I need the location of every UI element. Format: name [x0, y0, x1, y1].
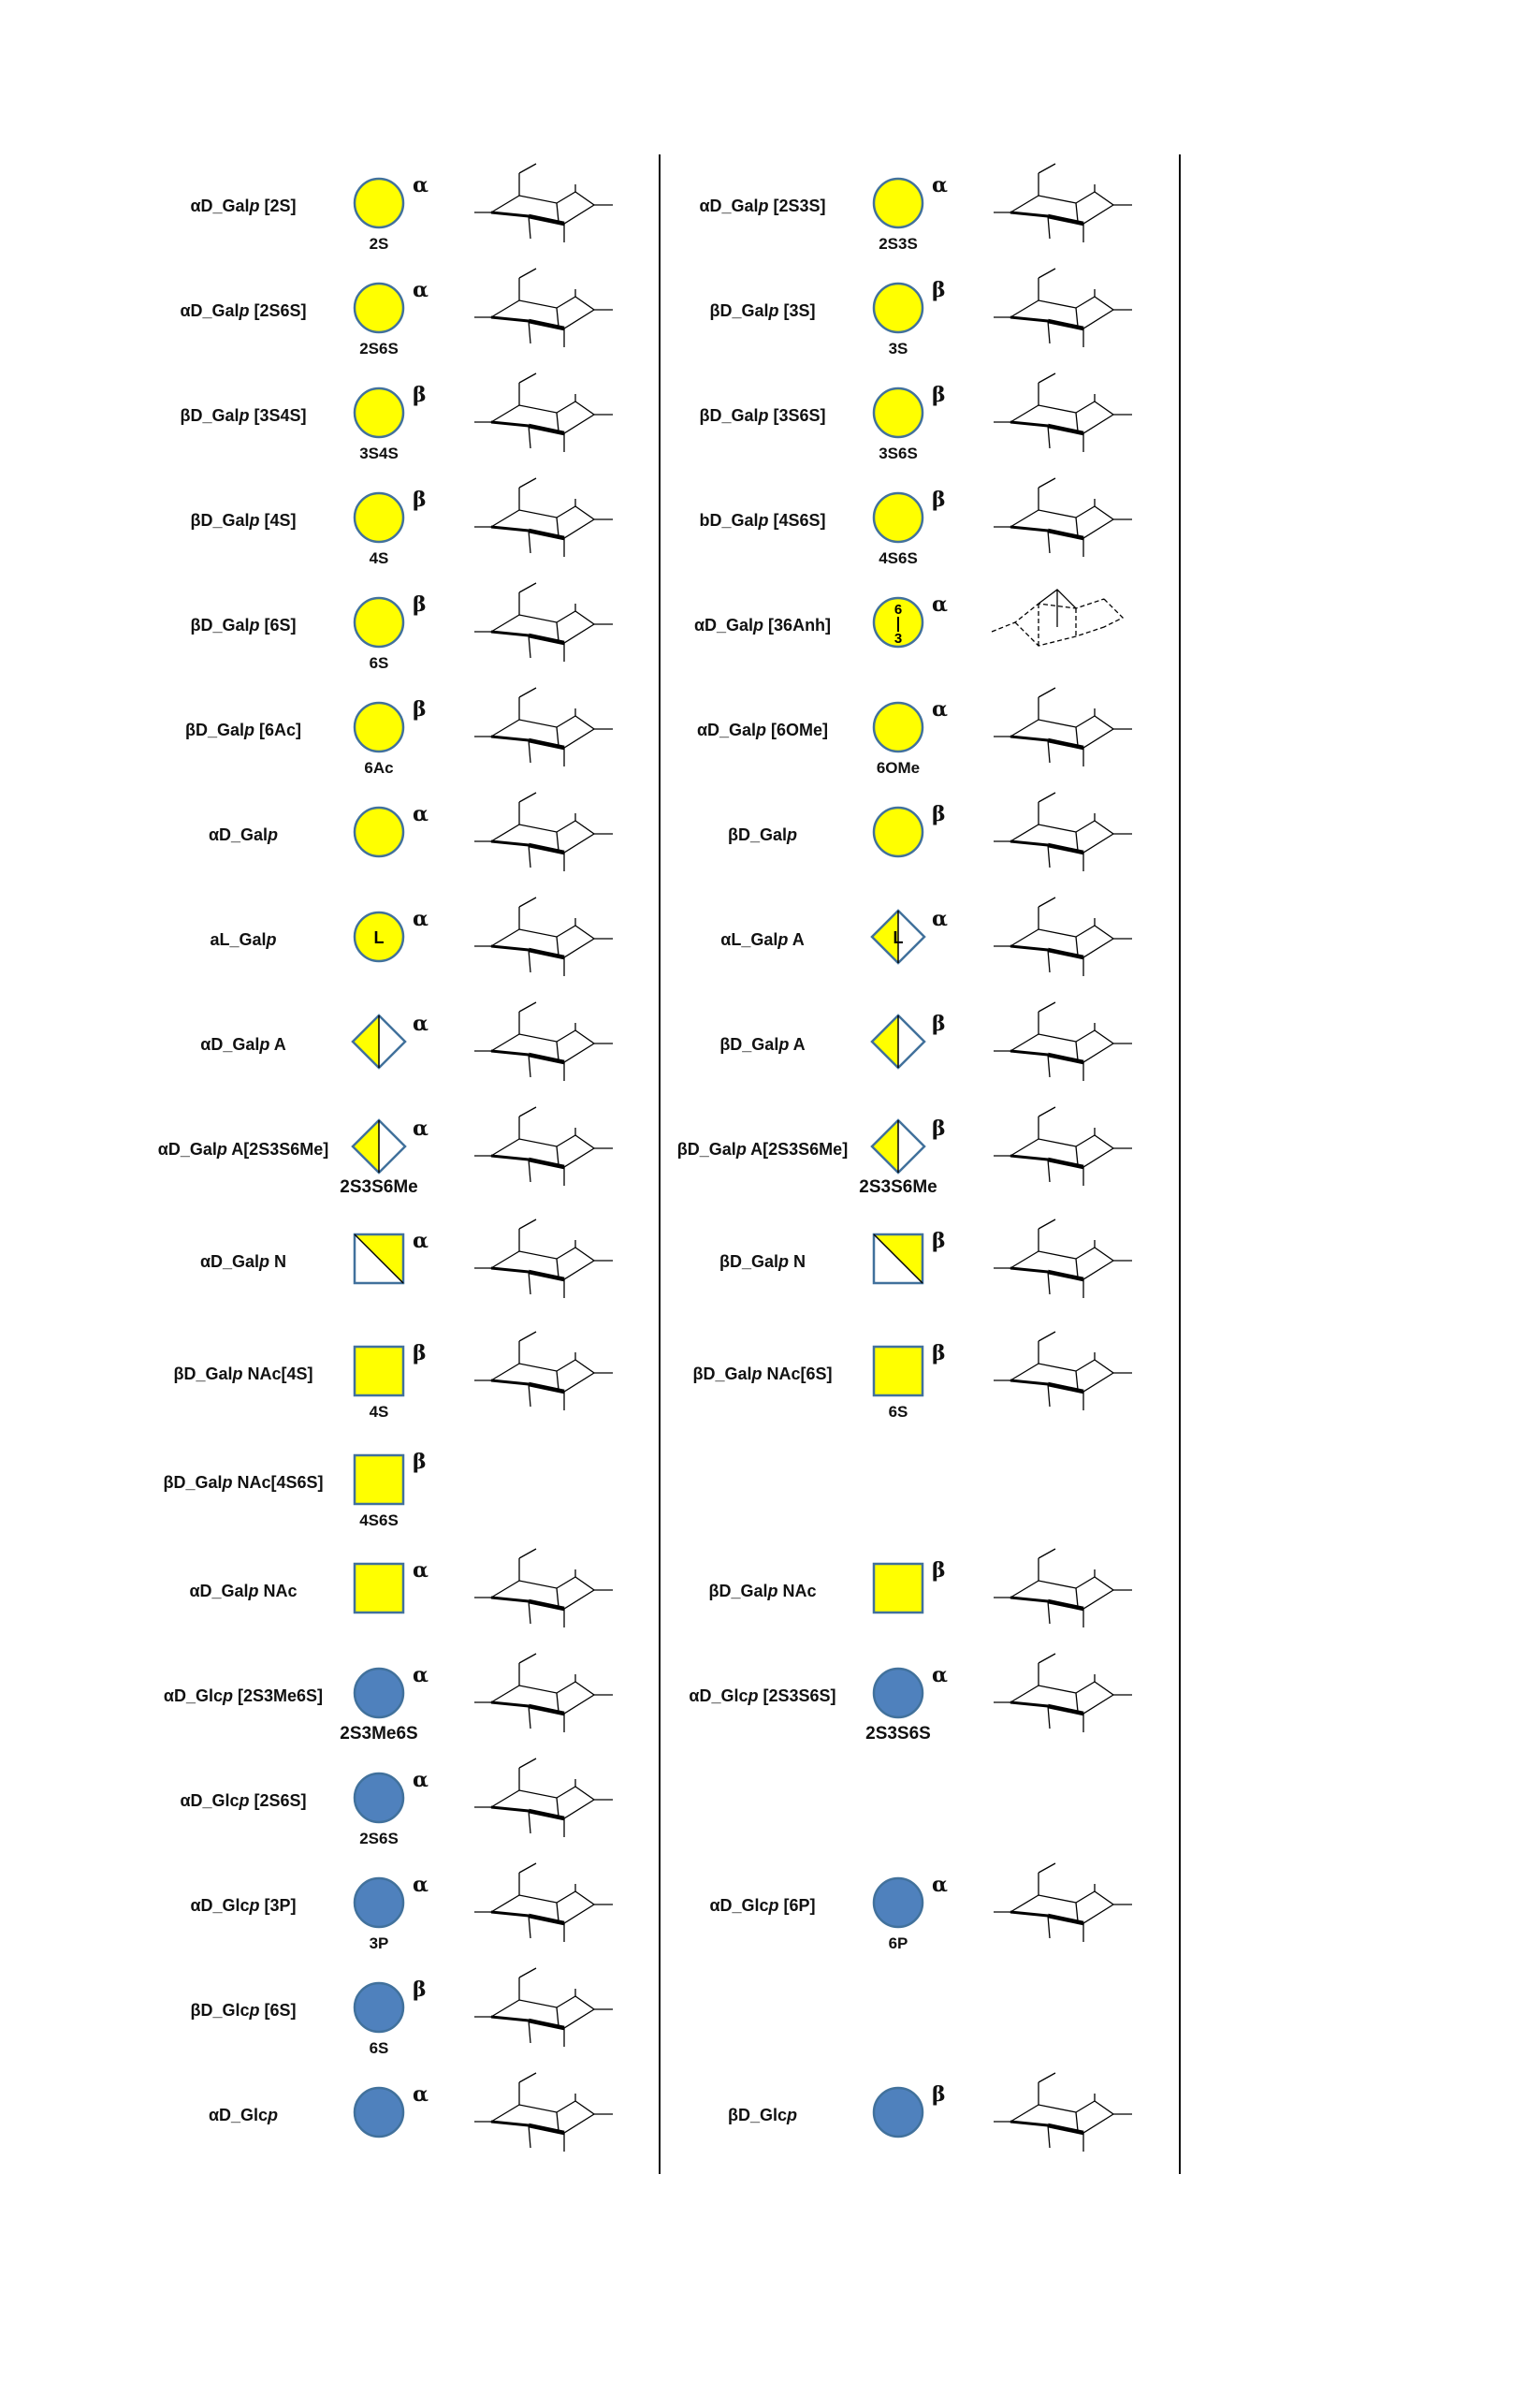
monosaccharide-symbol [861, 2073, 973, 2167]
sugar-entry-right [603, 1863, 1184, 1957]
substituent-label: 2S [369, 235, 389, 253]
chemical-structure-drawing [973, 1324, 1151, 1427]
anomer-label: β [413, 1341, 427, 1365]
sugar-name-suffix: A [269, 1035, 286, 1054]
sugar-name-suffix: [3S6S] [768, 406, 826, 425]
monosaccharide-symbol [341, 898, 454, 991]
ring-form: p [756, 721, 767, 739]
sugar-name-suffix: A[2S3S6Me] [226, 1140, 329, 1159]
sugar-entry-right [603, 898, 1184, 991]
substituent-label: 4S [369, 549, 389, 567]
sugar-name-suffix: [6P] [778, 1896, 816, 1915]
sugar-name-prefix: αD_Gal [208, 825, 269, 844]
anomer-label: β [932, 1341, 946, 1365]
sugar-name-suffix: [4S6S] [768, 511, 826, 530]
circle-symbol [874, 388, 923, 437]
monosaccharide-symbol [861, 583, 973, 677]
sugar-name-suffix: NAc[4S] [242, 1365, 313, 1383]
monosaccharide-symbol [861, 164, 973, 257]
circle-symbol [355, 388, 403, 437]
monosaccharide-symbol [341, 1219, 454, 1313]
monosaccharide-symbol [341, 793, 454, 886]
substituent-label: 4S6S [359, 1511, 399, 1529]
sugar-entry-right [603, 478, 1184, 572]
square-symbol [874, 1564, 923, 1613]
anomer-label: α [932, 592, 948, 617]
sugar-name-suffix: NAc[6S] [762, 1365, 833, 1383]
sugar-name-prefix: βD_Gal [692, 1365, 752, 1383]
monosaccharide-symbol [341, 373, 454, 467]
anomer-label: β [413, 383, 427, 407]
monosaccharide-symbol [861, 688, 973, 781]
ring-form: p [248, 1582, 259, 1600]
circle-symbol [874, 284, 923, 332]
anomer-label: β [413, 1450, 427, 1474]
chemical-structure-drawing [973, 995, 1151, 1098]
sugar-name-prefix: βD_Glc [190, 2001, 250, 2020]
ring-form: p [249, 616, 260, 635]
anomer-label: β [932, 1012, 946, 1036]
crossed-square-symbol [874, 1234, 923, 1283]
monosaccharide-symbol [861, 1549, 973, 1642]
sugar-entry-left [84, 1332, 664, 1425]
sugar-entry-right [603, 164, 1184, 257]
monosaccharide-symbol [861, 373, 973, 467]
sugar-name-prefix: αD_Gal [190, 197, 250, 215]
substituent-label: 2S6S [359, 340, 399, 358]
ring-form: p [266, 930, 277, 949]
chemical-structure-drawing [973, 1541, 1151, 1644]
square-symbol [355, 1564, 403, 1613]
chemical-structure-drawing [973, 366, 1151, 469]
sugar-name-suffix: [2S3S] [768, 197, 826, 215]
circle-symbol [355, 1878, 403, 1927]
monosaccharide-symbol [341, 1549, 454, 1642]
sugar-entry-right [603, 1107, 1184, 1201]
sugar-entry-left [84, 583, 664, 677]
sugar-name-prefix: αD_Glc [180, 1791, 240, 1810]
monosaccharide-symbol [341, 688, 454, 781]
anomer-label: β [413, 1977, 427, 2002]
svg-text:6: 6 [893, 602, 903, 618]
sugar-name-suffix: N [269, 1252, 287, 1271]
sugar-name-prefix: βD_Gal [719, 1035, 779, 1054]
square-symbol [355, 1347, 403, 1395]
ring-form: p [758, 197, 769, 215]
ring-form: p [787, 825, 797, 844]
anomer-label: α [932, 697, 948, 722]
monosaccharide-symbol [341, 583, 454, 677]
ring-form: p [751, 1365, 763, 1383]
monosaccharide-symbol [341, 2073, 454, 2167]
sugar-entry-left [84, 478, 664, 572]
sugar-name-suffix: NAc [777, 1582, 817, 1600]
chemical-structure-drawing [973, 680, 1151, 783]
monosaccharide-symbol [861, 1219, 973, 1313]
circle-symbol [874, 808, 923, 856]
anomer-label: α [932, 907, 948, 931]
sugar-entry-left [84, 1759, 664, 1852]
sugar-name-prefix: αD_Gal [180, 301, 240, 320]
sugar-name-prefix: αD_Gal [199, 1252, 260, 1271]
circle-symbol [355, 179, 403, 227]
substituent-label: 3S4S [359, 445, 399, 462]
sugar-entry-right [603, 373, 1184, 467]
ring-form: p [758, 406, 769, 425]
circle-symbol [874, 703, 923, 752]
substituent-label: 6OMe [876, 759, 921, 777]
svg-text:3: 3 [893, 631, 903, 647]
anomer-label: α [413, 173, 429, 197]
sugar-name-suffix: A [788, 930, 805, 949]
circle-symbol [355, 1773, 403, 1822]
chemical-structure-drawing [973, 261, 1151, 364]
diamond-symbol [872, 1015, 924, 1068]
ring-form: p [758, 511, 769, 530]
chemical-structure-drawing [973, 1100, 1151, 1203]
sugar-entry-right [603, 688, 1184, 781]
ring-form: p [239, 1791, 250, 1810]
monosaccharide-symbol [341, 1968, 454, 2062]
ring-form: p [259, 1252, 270, 1271]
ring-form: p [268, 2106, 279, 2124]
anomer-label: β [413, 697, 427, 722]
sugar-entry-left [84, 1002, 664, 1096]
circle-symbol [355, 1983, 403, 2032]
ring-form: p [239, 406, 250, 425]
circle-symbol [355, 808, 403, 856]
sugar-name-suffix: [6S] [259, 2001, 297, 2020]
chemical-structure-drawing [973, 156, 1151, 259]
monosaccharide-symbol [341, 1759, 454, 1852]
sugar-name-prefix: αD_Gal [699, 197, 759, 215]
chemical-structure-drawing [973, 1646, 1151, 1749]
sugar-name-prefix: βD_Gal [708, 1582, 768, 1600]
sugar-name-prefix: βD_Gal [719, 1252, 778, 1271]
sugar-name-suffix: [36Anh] [763, 616, 832, 635]
anomer-label: β [932, 383, 946, 407]
substituent-label: 2S3Me6S [340, 1724, 418, 1744]
sugar-entry-left [84, 688, 664, 781]
sugar-name-prefix: αD_Glc [208, 2106, 269, 2124]
circle-symbol [355, 598, 403, 647]
monosaccharide-symbol [861, 1107, 973, 1201]
monosaccharide-symbol [341, 269, 454, 362]
anomer-label: α [932, 1663, 948, 1687]
sugar-entry-left [84, 269, 664, 362]
anomer-label: β [932, 802, 946, 826]
anomer-label: α [413, 1768, 429, 1792]
sugar-name-prefix: βD_Gal [699, 406, 759, 425]
sugar-name-suffix: [6Ac] [254, 721, 302, 739]
ring-form: p [223, 1686, 234, 1705]
ring-form: p [767, 1582, 778, 1600]
sugar-entry-right [603, 1549, 1184, 1642]
sugar-entry-left [84, 164, 664, 257]
monosaccharide-symbol [341, 1863, 454, 1957]
circle-symbol [355, 493, 403, 542]
substituent-label: 2S3S6Me [340, 1177, 418, 1197]
circle-symbol [874, 1669, 923, 1717]
ring-form: p [222, 1473, 233, 1492]
substituent-label: 3P [369, 1934, 389, 1952]
ring-form: p [768, 1896, 779, 1915]
monosaccharide-symbol [861, 269, 973, 362]
anomer-label: α [413, 1558, 429, 1583]
ring-form: p [249, 197, 260, 215]
ring-form: p [249, 1896, 260, 1915]
sugar-entry-left [84, 1549, 664, 1642]
substituent-label: 6S [888, 1403, 908, 1421]
substituent-label: 4S [369, 1403, 389, 1421]
monosaccharide-symbol [861, 1332, 973, 1425]
sugar-name-prefix: αD_Glc [190, 1896, 250, 1915]
circle-symbol [355, 284, 403, 332]
substituent-label: 2S3S [879, 235, 918, 253]
sugar-name-suffix: [3S4S] [249, 406, 307, 425]
sugar-name-prefix: αD_Gal [157, 1140, 217, 1159]
chemical-structure-drawing [973, 471, 1151, 574]
ring-form: p [268, 825, 279, 844]
ring-form: p [249, 2001, 260, 2020]
chemical-structure-drawing [454, 1961, 632, 2064]
sugar-name-prefix: bD_Gal [699, 511, 759, 530]
ring-form: p [216, 1140, 227, 1159]
sugar-name-suffix: NAc [258, 1582, 298, 1600]
monosaccharide-symbol [341, 1440, 454, 1534]
monosaccharide-symbol [341, 1654, 454, 1747]
chemical-structure-drawing [973, 890, 1151, 993]
chemical-structure-drawing [973, 2065, 1151, 2168]
sugar-name-prefix: αD_Glc [709, 1896, 769, 1915]
anomer-label: α [413, 1873, 429, 1897]
substituent-label: 6S [369, 2039, 389, 2057]
substituent-label: 4S6S [879, 549, 918, 567]
anomer-label: α [413, 907, 429, 931]
sugar-name-prefix: βD_Gal [180, 406, 240, 425]
anomer-label: α [932, 1873, 948, 1897]
anomer-label: β [932, 278, 946, 302]
chemical-structure-drawing [973, 576, 1151, 679]
anomer-label: β [932, 488, 946, 512]
sugar-entry-right [603, 2073, 1184, 2167]
circle-symbol [355, 703, 403, 752]
sugar-name-suffix: [4S] [259, 511, 297, 530]
square-symbol [355, 1455, 403, 1504]
monosaccharide-symbol [861, 898, 973, 991]
sugar-name-prefix: aL_Gal [210, 930, 267, 949]
sugar-entry-left [84, 1440, 664, 1534]
substituent-label: 6Ac [364, 759, 394, 777]
circle-symbol [355, 2088, 403, 2137]
circle-symbol [874, 493, 923, 542]
sugar-name-suffix: [2S6S] [249, 1791, 307, 1810]
sugar-entry-right [603, 793, 1184, 886]
chemical-structure-drawing [973, 785, 1151, 888]
chemical-structure-drawing [973, 1212, 1151, 1315]
sugar-name-prefix: βD_Gal [709, 301, 769, 320]
anomer-label: β [932, 1558, 946, 1583]
chemical-structure-drawing [454, 1751, 632, 1854]
sugar-name-prefix: αD_Gal [189, 1582, 249, 1600]
sugar-entry-right [603, 1002, 1184, 1096]
sugar-name-suffix: [6OMe] [766, 721, 829, 739]
ring-form: p [259, 1035, 270, 1054]
anomer-label: α [413, 1012, 429, 1036]
sugar-name-suffix: A[2S3S6Me] [746, 1140, 849, 1159]
monosaccharide-symbol [341, 1002, 454, 1096]
sugar-entry-left [84, 1654, 664, 1747]
ring-form: p [249, 511, 260, 530]
anomer-label: α [413, 278, 429, 302]
ring-form: p [753, 616, 764, 635]
circle-symbol [355, 1669, 403, 1717]
sugar-name-prefix: βD_Gal [190, 616, 250, 635]
sugar-name-suffix: [2S6S] [249, 301, 307, 320]
ring-form: p [244, 721, 254, 739]
substituent-label: 3S [888, 340, 908, 358]
monosaccharide-symbol [341, 478, 454, 572]
sugar-entry-right [603, 1332, 1184, 1425]
substituent-label: 6S [369, 654, 389, 672]
sugar-name-prefix: αD_Glc [689, 1686, 748, 1705]
square-symbol [874, 1347, 923, 1395]
crossed-square-symbol [355, 1234, 403, 1283]
diamond-symbol [353, 1015, 405, 1068]
ring-form: p [735, 1140, 747, 1159]
sugar-entry-left [84, 1968, 664, 2062]
sugar-name-prefix: βD_Gal [184, 721, 244, 739]
circle-symbol [874, 1878, 923, 1927]
sugar-entry-left [84, 1863, 664, 1957]
sugar-entry-right [603, 1219, 1184, 1313]
sugar-name-prefix: βD_Gal [163, 1473, 223, 1492]
sugar-name-suffix: N [789, 1252, 806, 1271]
sugar-name-prefix: αD_Glc [163, 1686, 224, 1705]
ring-form: p [239, 301, 250, 320]
ring-form: p [232, 1365, 243, 1383]
anomer-label: α [413, 1116, 429, 1141]
anomer-label: α [413, 1663, 429, 1687]
ring-form: p [777, 930, 789, 949]
anomer-label: α [413, 1229, 429, 1253]
monosaccharide-symbol [861, 793, 973, 886]
diamond-symbol [353, 1120, 405, 1173]
anomer-label: β [932, 2082, 946, 2107]
sugar-name-suffix: [2S3Me6S] [233, 1686, 324, 1705]
sugar-name-suffix: NAc[4S6S] [232, 1473, 324, 1492]
sugar-name-prefix: αD_Gal [696, 721, 757, 739]
sugar-entry-right [603, 269, 1184, 362]
sugar-name-prefix: αD_Gal [693, 616, 754, 635]
monosaccharide-symbol [861, 478, 973, 572]
chemical-structure-drawing [973, 1856, 1151, 1959]
monosaccharide-symbol [861, 1863, 973, 1957]
monosaccharide-symbol [341, 1332, 454, 1425]
anomer-label: β [932, 1229, 946, 1253]
substituent-label: 6P [888, 1934, 908, 1952]
sugar-name-suffix: A [789, 1035, 806, 1054]
sugar-name-prefix: βD_Glc [727, 2106, 787, 2124]
symbol-inner-label: L [373, 928, 385, 947]
ring-form: p [768, 301, 779, 320]
ring-form: p [778, 1035, 790, 1054]
monosaccharide-symbol [861, 1002, 973, 1096]
sugar-entry-left [84, 1107, 664, 1201]
sugar-entry-left [84, 1219, 664, 1313]
anomer-label: α [413, 802, 429, 826]
anomer-label: β [413, 592, 427, 617]
diamond-symbol [872, 1120, 924, 1173]
sugar-name-prefix: βD_Gal [727, 825, 787, 844]
sugar-name-prefix: αL_Gal [720, 930, 778, 949]
monosaccharide-symbol [341, 164, 454, 257]
anomer-label: β [932, 1116, 946, 1141]
substituent-label: 2S6S [359, 1830, 399, 1847]
monosaccharide-symbol [861, 1654, 973, 1747]
monosaccharide-symbol [341, 1107, 454, 1201]
sugar-name-suffix: [3P] [259, 1896, 297, 1915]
symbol-inner-label: L [893, 928, 904, 947]
circle-symbol [874, 2088, 923, 2137]
circle-symbol [874, 179, 923, 227]
anomer-label: α [932, 173, 948, 197]
substituent-label: 2S3S6Me [859, 1177, 937, 1197]
sugar-name-suffix: [3S] [778, 301, 816, 320]
substituent-label: 2S3S6S [865, 1724, 931, 1744]
sugar-entry-right [603, 583, 1184, 677]
ring-form: p [748, 1686, 759, 1705]
sugar-entry-left [84, 2073, 664, 2167]
sugar-name-suffix: [6S] [259, 616, 297, 635]
sugar-name-prefix: αD_Gal [200, 1035, 260, 1054]
sugar-name-suffix: [2S] [259, 197, 297, 215]
sugar-name-prefix: βD_Gal [676, 1140, 736, 1159]
ring-form: p [778, 1252, 789, 1271]
substituent-label: 3S6S [879, 445, 918, 462]
anomer-label: α [413, 2082, 429, 2107]
sugar-name-suffix: [2S3S6S] [758, 1686, 836, 1705]
anomer-label: β [413, 488, 427, 512]
sugar-entry-left [84, 898, 664, 991]
ring-form: p [787, 2106, 797, 2124]
sugar-entry-left [84, 793, 664, 886]
sugar-name-prefix: βD_Gal [190, 511, 250, 530]
sugar-name-prefix: βD_Gal [173, 1365, 233, 1383]
sugar-entry-right [603, 1654, 1184, 1747]
sugar-entry-left [84, 373, 664, 467]
